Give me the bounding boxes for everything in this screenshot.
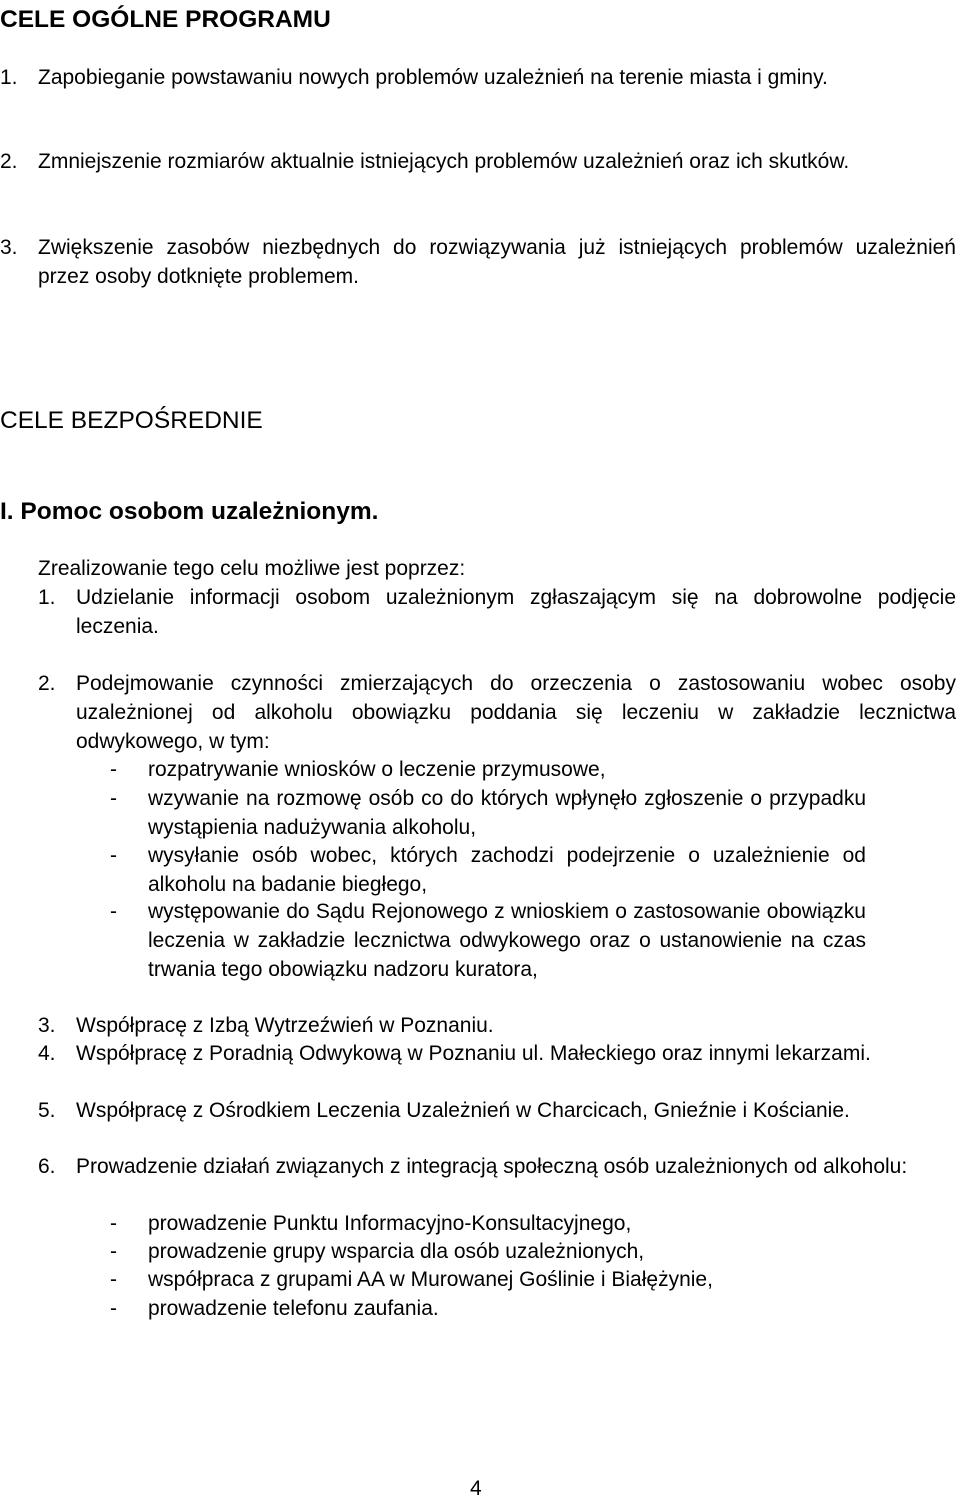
list-item-text: Współpracę z Ośrodkiem Leczenia Uzależnień w Charcicach, Gnieźnie i Kościanie. [76, 1099, 850, 1122]
list-item-text: Zwiększenie zasobów niezbędnych do rozwiązywania już istniejących problemów uzależnień przez osoby dotknięte problemem. [38, 236, 956, 288]
bullet-item [110, 1237, 960, 1267]
bullet-dash: - [110, 1268, 117, 1291]
list-number: 5. [38, 1099, 56, 1122]
list-item-text: Prowadzenie działań związanych z integracją społeczną osób uzależnionych od alkoholu: [76, 1155, 908, 1178]
list-number: 3. [38, 1014, 56, 1037]
list-item-text: Zmniejszenie rozmiarów aktualnie istniejących problemów uzależnień oraz ich skutków. [38, 150, 850, 173]
list-item-text: Współpracę z Poradnią Odwykową w Poznaniu ul. Małeckiego oraz innymi lekarzami. [76, 1042, 871, 1065]
list-number: 2. [0, 150, 18, 173]
bullet-item [110, 784, 960, 844]
bullet-text: współpraca z grupami AA w Murowanej Goślinie i Białężynie, [148, 1268, 713, 1291]
list-item-text: Zapobieganie powstawaniu nowych problemów uzależnień na terenie miasta i gminy. [38, 66, 828, 89]
general-goal-item-1 [0, 63, 960, 123]
direct-goal-item-5 [38, 1096, 960, 1156]
list-number: 2. [38, 672, 56, 695]
direct-goal-item-2 [38, 669, 960, 757]
list-item-text: Udzielanie informacji osobom uzależnionym zgłaszającym się na dobrowolne podjęcie leczenia. [76, 586, 956, 638]
bullet-item [110, 841, 960, 901]
general-goals-heading: CELE OGÓLNE PROGRAMU [0, 6, 331, 33]
direct-goal-item-1 [38, 583, 960, 643]
bullet-item [110, 755, 960, 785]
bullet-text: wysyłanie osób wobec, których zachodzi podejrzenie o uzależnienie od alkoholu na badanie biegłego, [148, 844, 866, 896]
direct-goal-item-4 [38, 1039, 960, 1099]
direct-goal-item-3 [38, 1011, 960, 1041]
bullet-dash: - [110, 1297, 117, 1320]
bullet-item [110, 1294, 960, 1324]
direct-goals-heading: CELE BEZPOŚREDNIE [0, 407, 263, 434]
bullet-item [110, 897, 960, 985]
bullet-text: prowadzenie telefonu zaufania. [148, 1297, 439, 1320]
bullet-text: wzywanie na rozmowę osób co do których wpłynęło zgłoszenie o przypadku wystąpienia nadużywania alkoholu, [148, 787, 866, 839]
list-number: 1. [38, 586, 56, 609]
bullet-item [110, 1209, 960, 1239]
list-number: 6. [38, 1155, 56, 1178]
list-item-text: Podejmowanie czynności zmierzających do orzeczenia o zastosowaniu wobec osoby uzależnionej od alkoholu obowiązku poddania się leczeniu w zakładzie lecznictwa odwykowego, w tym: [76, 672, 956, 753]
list-number: 4. [38, 1042, 56, 1065]
bullet-text: prowadzenie Punktu Informacyjno-Konsultacyjnego, [148, 1212, 632, 1235]
bullet-dash: - [110, 758, 117, 781]
bullet-text: rozpatrywanie wniosków o leczenie przymusowe, [148, 758, 606, 781]
list-number: 3. [0, 236, 18, 259]
section-title: I. Pomoc osobom uzależnionym. [0, 498, 379, 525]
bullet-text: prowadzenie grupy wsparcia dla osób uzależnionych, [148, 1240, 645, 1263]
general-goal-item-3 [0, 233, 960, 293]
bullet-text: występowanie do Sądu Rejonowego z wnioskiem o zastosowanie obowiązku leczenia w zakładzie lecznictwa odwykowego oraz o ustanowienie na czas trwania tego obowiązku nadzoru kuratora, [148, 900, 866, 981]
page-number: 4 [470, 1477, 482, 1500]
list-item-text: Współpracę z Izbą Wytrzeźwień w Poznaniu. [76, 1014, 494, 1037]
bullet-dash: - [110, 844, 117, 867]
bullet-dash: - [110, 900, 117, 923]
section-intro: Zrealizowanie tego celu możliwe jest poprzez: [38, 557, 466, 580]
direct-goal-item-6 [38, 1152, 960, 1212]
general-goal-item-2 [0, 147, 960, 207]
bullet-dash: - [110, 787, 117, 810]
bullet-dash: - [110, 1240, 117, 1263]
bullet-item [110, 1265, 960, 1295]
list-number: 1. [0, 66, 18, 89]
bullet-dash: - [110, 1212, 117, 1235]
